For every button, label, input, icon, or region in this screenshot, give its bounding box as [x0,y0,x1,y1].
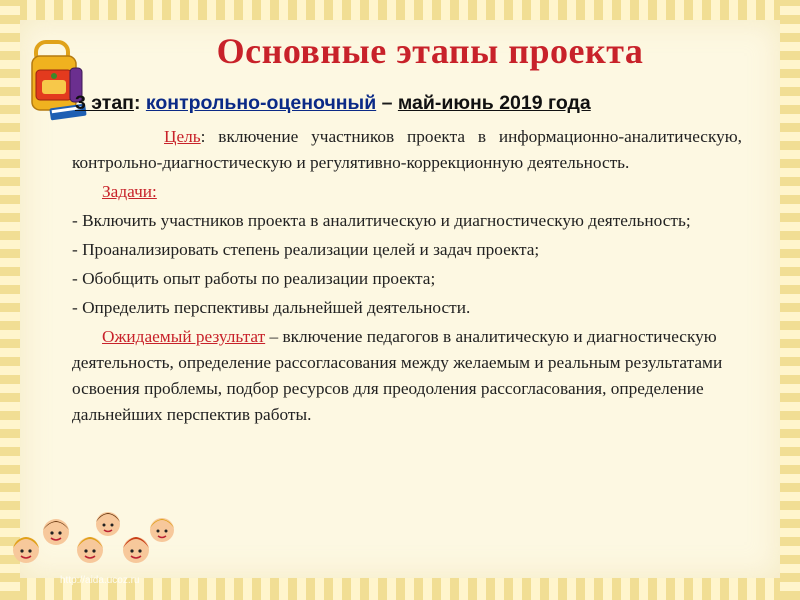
stage-dash: – [376,92,398,114]
tasks-heading: Задачи: [102,182,157,201]
slide-title: Основные этапы проекта [216,31,644,71]
stage-heading [75,92,755,115]
stage-colon: : [133,92,141,114]
task-item: - Проанализировать степень реализации целей и задач проекта; [72,240,540,259]
task-item: - Включить участников проекта в аналитическую и диагностическую деятельность; [72,211,691,230]
watermark: http://aida.ucoz.ru [60,575,140,586]
task-item: - Определить перспективы дальнейшей деятельности. [72,298,471,317]
stage-period: май-июнь 2019 года [397,92,591,114]
result-paragraph [72,324,742,428]
task-item: - Обобщить опыт работы по реализации проекта; [72,269,436,288]
stage-number: 3 этап [75,92,134,114]
goal-text: : включение участников проекта в информационно-аналитическую, контрольно-диагностическую и регулятивно-коррекционную деятельность. [72,127,742,172]
goal-label: Цель [164,127,201,146]
goal-paragraph [72,124,742,176]
children-faces-icon [8,500,178,580]
result-label: Ожидаемый результат [102,327,266,346]
frame-right-border [780,0,800,600]
result-text: – включение педагогов в аналитическую и диагностическую деятельность, определение рассогласования между желаемым и реальным результатами освоения проблемы, подбор ресурсов для преодоления рассогласования, определение дальнейших перспектив работы. [72,327,723,424]
stage-name: контрольно-оценочный [145,92,377,114]
slide-body [72,124,742,428]
